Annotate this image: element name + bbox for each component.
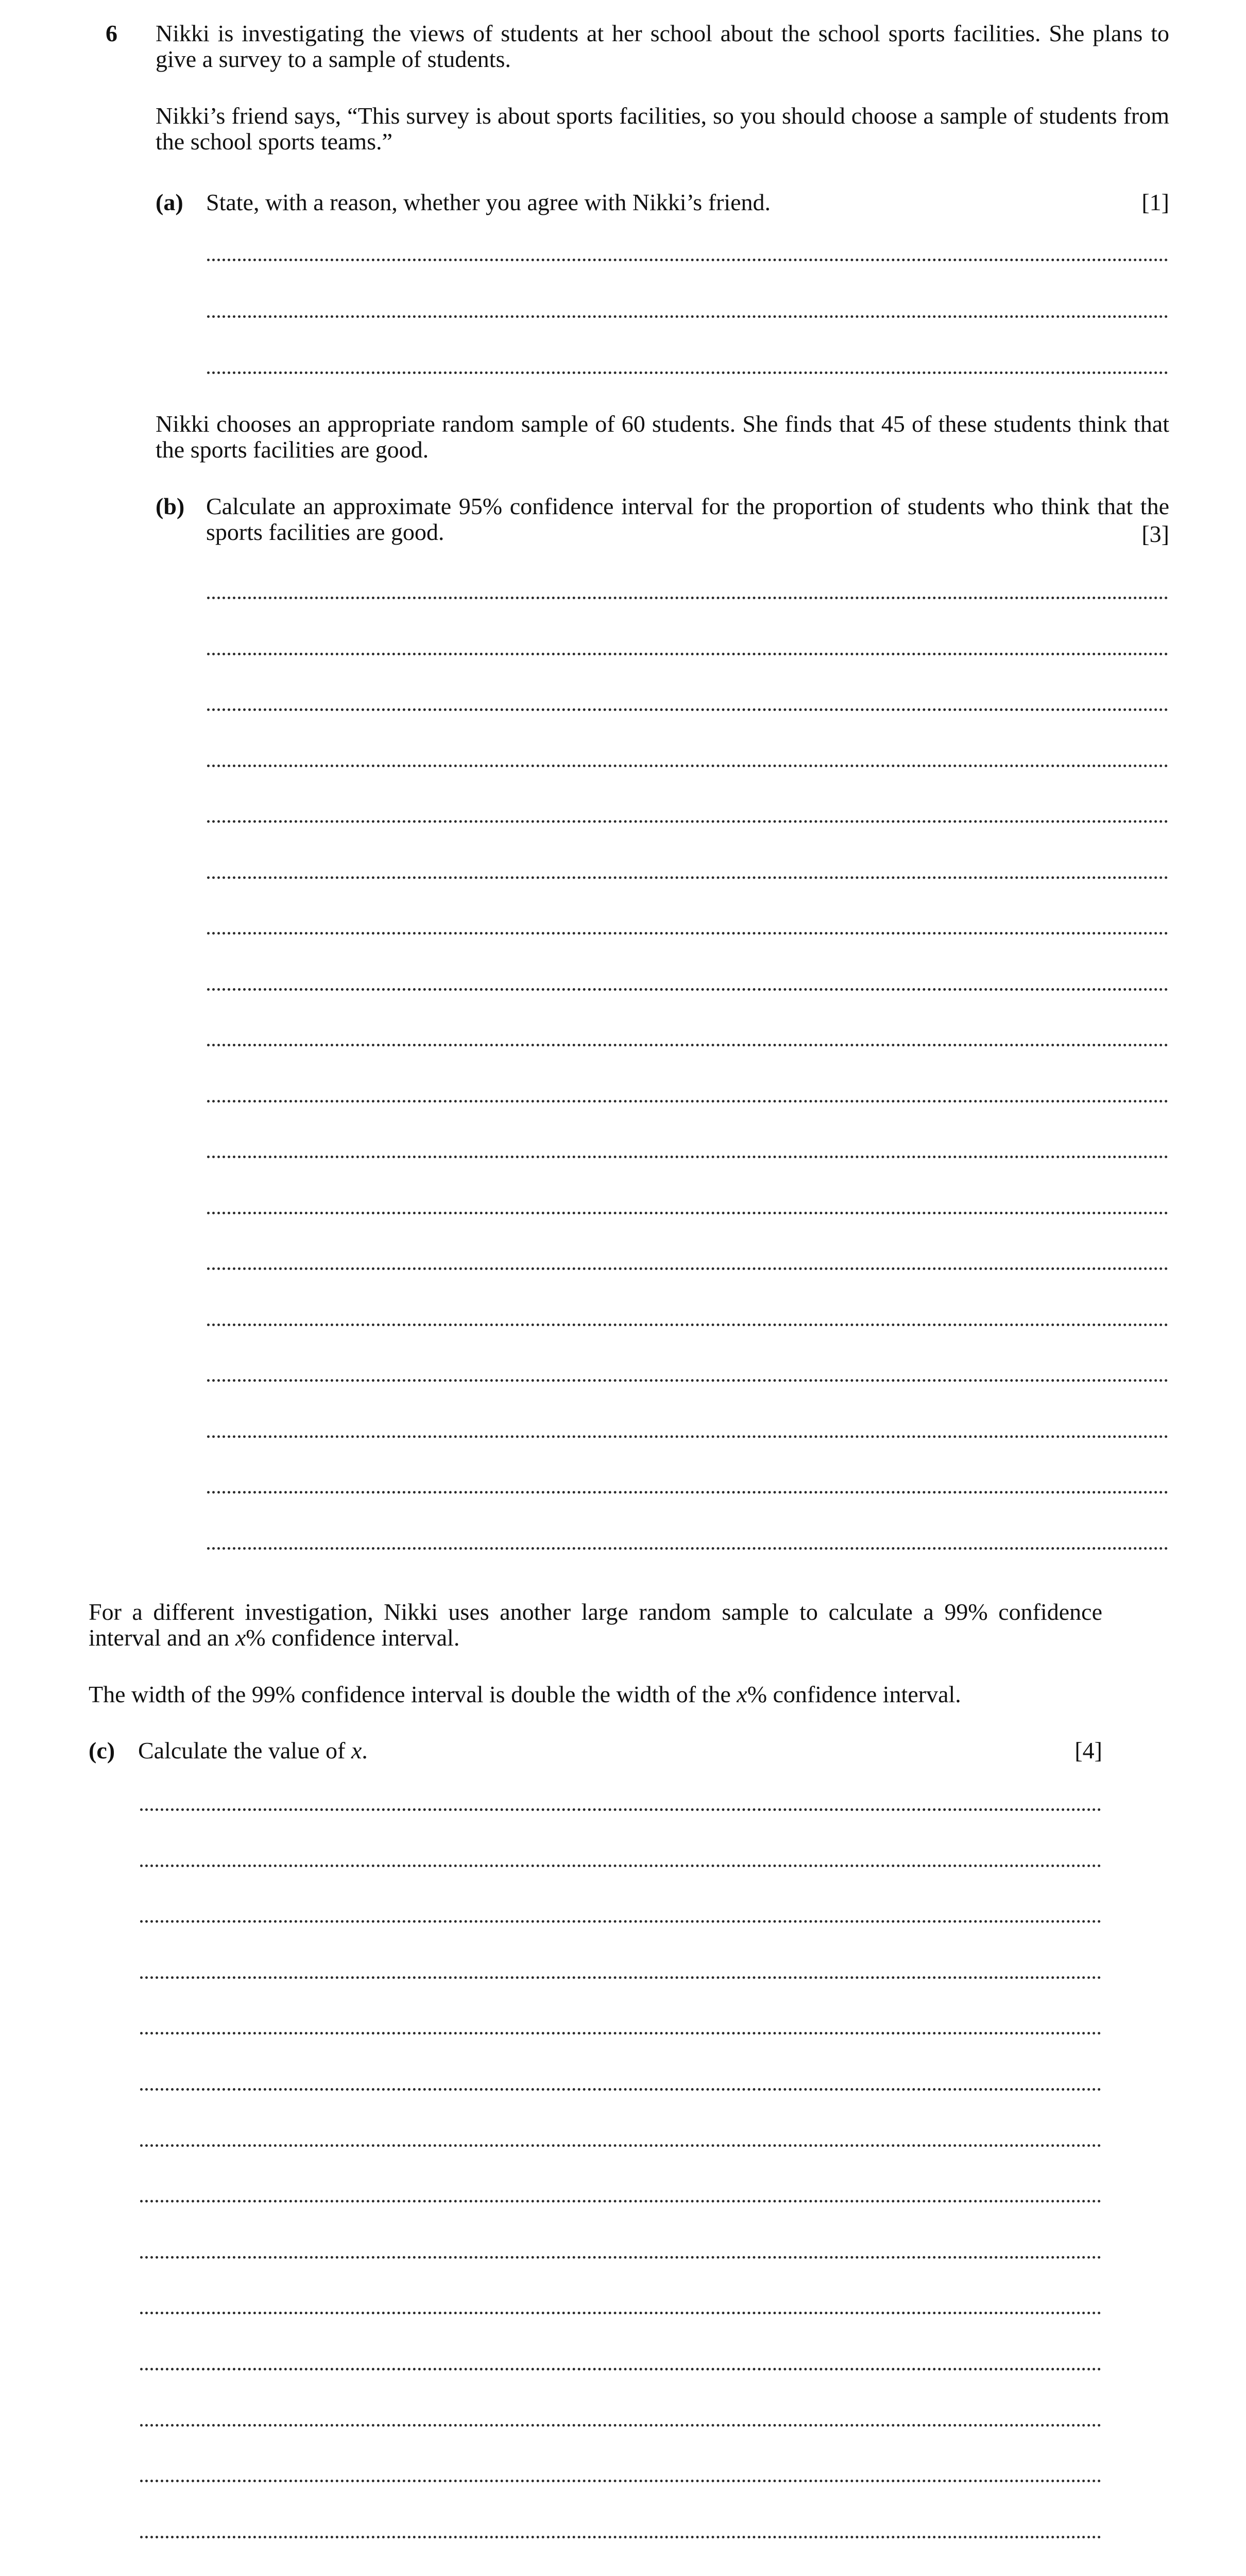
answer-line[interactable] xyxy=(207,1100,1168,1103)
answer-line[interactable] xyxy=(207,876,1168,879)
answer-line[interactable] xyxy=(140,2480,1101,2482)
answer-line[interactable] xyxy=(207,1156,1168,1158)
answer-line[interactable] xyxy=(140,1920,1101,1923)
part-c-marks: [4] xyxy=(1074,1737,1102,1764)
part-b-text: Calculate an approximate 95% confidence interval for the proportion of students who think that the sports facilities are good. xyxy=(206,493,1169,545)
answer-line[interactable] xyxy=(207,1379,1168,1382)
answer-line[interactable] xyxy=(140,2424,1101,2427)
part-b-marks: [3] xyxy=(1141,521,1169,547)
answer-line[interactable] xyxy=(207,1491,1168,1494)
part-b-label: (b) xyxy=(156,493,185,519)
answer-line[interactable] xyxy=(140,1865,1101,1867)
answer-line[interactable] xyxy=(207,820,1168,823)
answer-line[interactable] xyxy=(207,988,1168,991)
answer-line[interactable] xyxy=(207,1212,1168,1214)
answer-line[interactable] xyxy=(207,1547,1168,1550)
answer-line[interactable] xyxy=(207,597,1168,599)
answer-line[interactable] xyxy=(207,259,1168,261)
part-a-text: State, with a reason, whether you agree with Nikki’s friend. xyxy=(206,189,771,215)
answer-line[interactable] xyxy=(207,765,1168,767)
answer-line[interactable] xyxy=(140,2144,1101,2147)
answer-line[interactable] xyxy=(140,1976,1101,1979)
answer-line[interactable] xyxy=(207,1435,1168,1438)
answer-line[interactable] xyxy=(140,1808,1101,1811)
answer-line[interactable] xyxy=(207,932,1168,935)
answer-line[interactable] xyxy=(207,1267,1168,1270)
answer-line[interactable] xyxy=(207,653,1168,655)
sample-info: Nikki chooses an appropriate random sample of 60 students. She finds that 45 of these students think that the sports facilities are good. xyxy=(156,411,1169,463)
friend-quote: Nikki’s friend says, “This survey is about sports facilities, so you should choose a sample of students from the school sports teams.” xyxy=(156,103,1169,155)
answer-line[interactable] xyxy=(207,315,1168,318)
question-intro: Nikki is investigating the views of students at her school about the school sports facilities. She plans to give a survey to a sample of students. xyxy=(156,20,1169,72)
answer-line[interactable] xyxy=(207,1324,1168,1326)
width-statement: The width of the 99% confidence interval is double the width of the x% confidence interval. xyxy=(89,1681,961,1707)
answer-line[interactable] xyxy=(140,2032,1101,2035)
part-a-label: (a) xyxy=(156,189,183,215)
part-c-text: Calculate the value of x. xyxy=(138,1737,368,1764)
answer-line[interactable] xyxy=(140,2312,1101,2314)
part-a-marks: [1] xyxy=(1141,189,1169,215)
answer-line[interactable] xyxy=(140,2256,1101,2259)
answer-line[interactable] xyxy=(140,2368,1101,2370)
part-c-label: (c) xyxy=(89,1737,115,1764)
answer-line[interactable] xyxy=(140,2088,1101,2091)
answer-line[interactable] xyxy=(207,371,1168,374)
answer-line[interactable] xyxy=(140,2536,1101,2538)
different-investigation-text: For a different investigation, Nikki uses another large random sample to calculate a 99% confidence interval and an x% confidence interval. xyxy=(89,1599,1102,1651)
question-number: 6 xyxy=(106,20,117,46)
answer-line[interactable] xyxy=(207,708,1168,711)
answer-line[interactable] xyxy=(140,2200,1101,2202)
answer-line[interactable] xyxy=(207,1044,1168,1046)
